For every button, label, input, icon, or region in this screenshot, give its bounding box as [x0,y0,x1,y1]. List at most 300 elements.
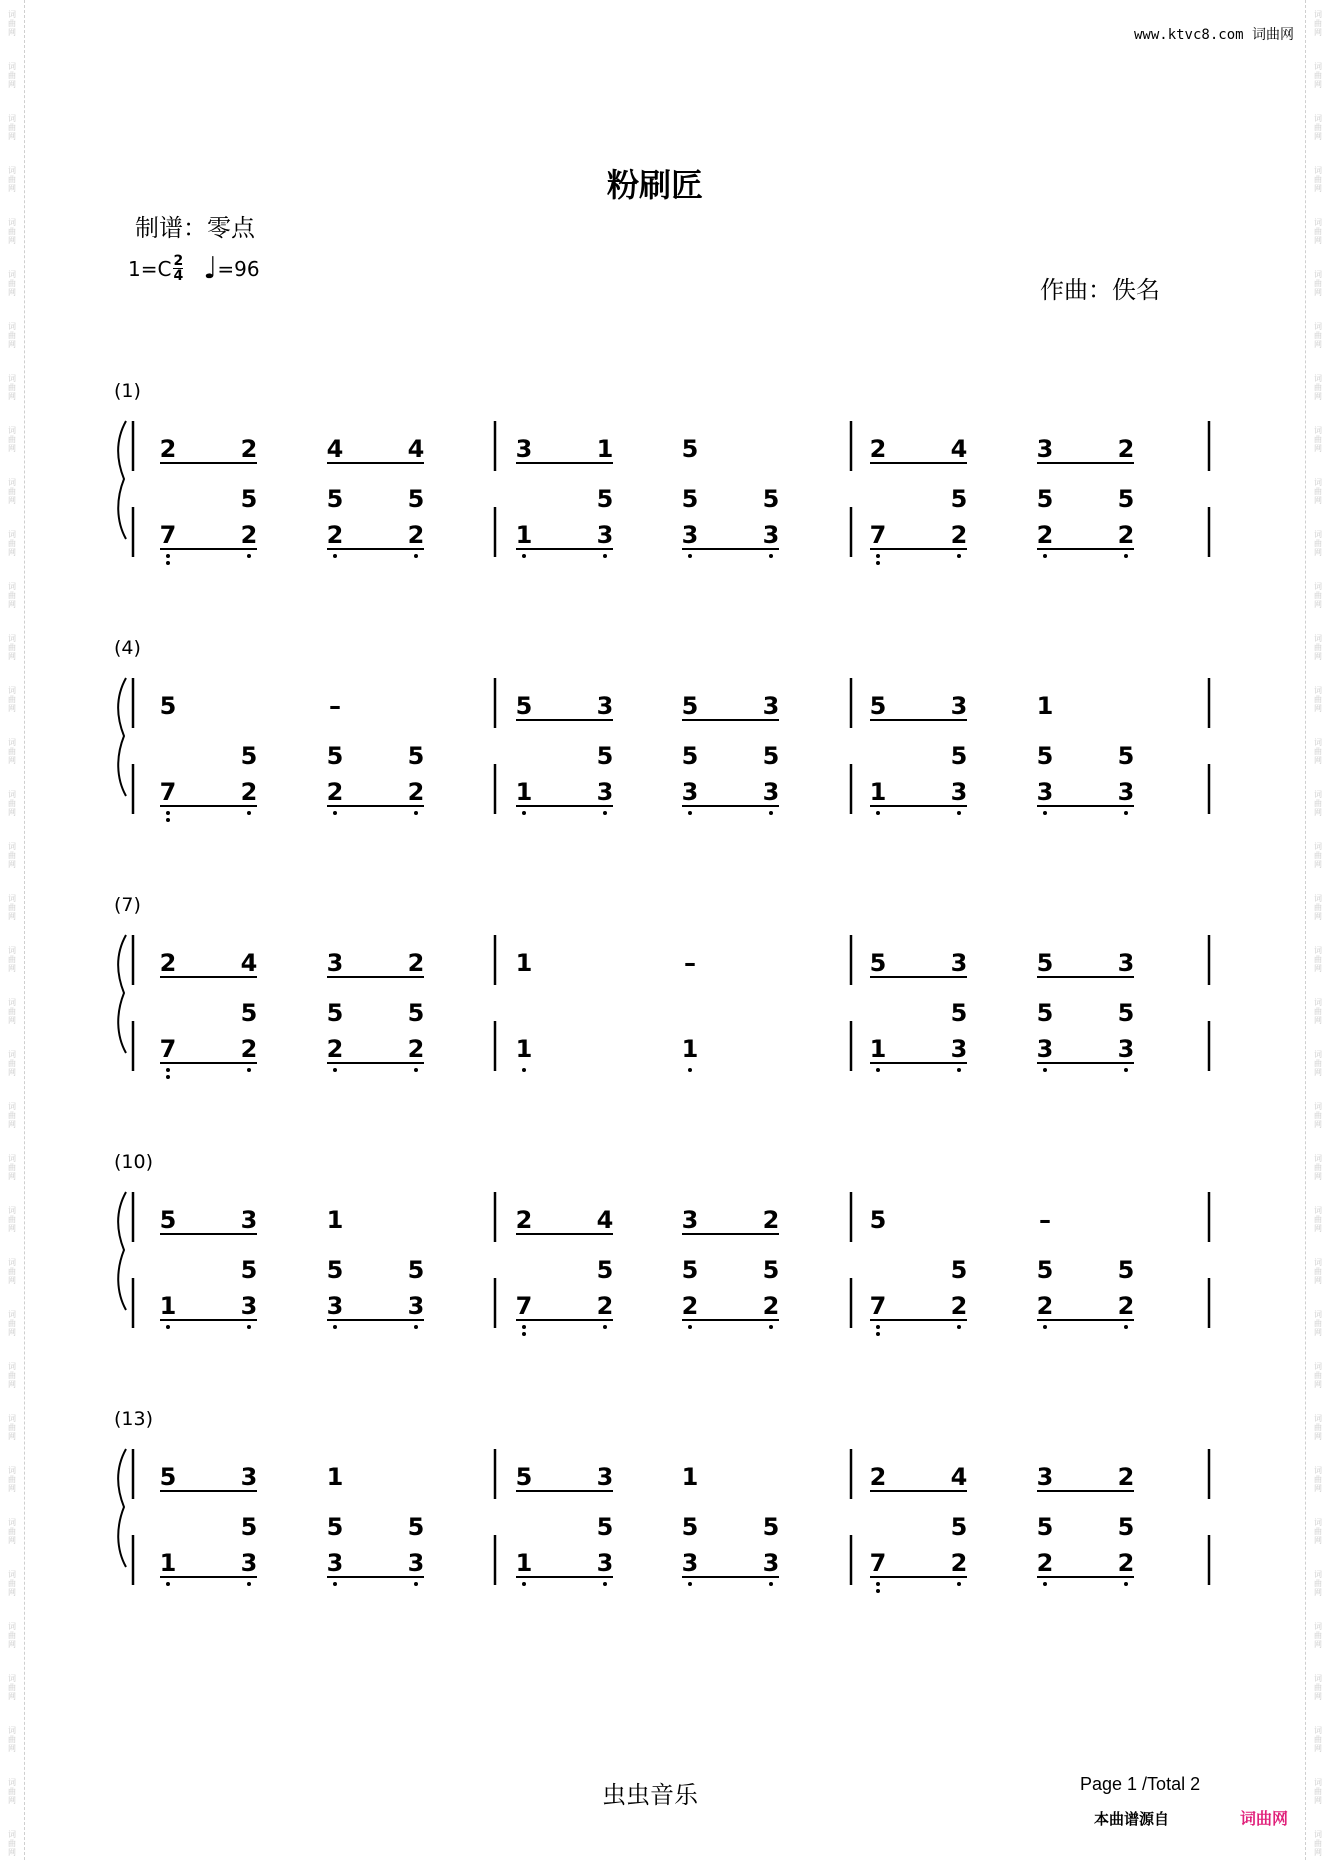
bass-chord-top-note: 5 [407,1513,425,1541]
low-octave-dot [333,811,337,815]
bass-chord-top-note: 5 [240,1256,258,1284]
watermark-stamp: 词 曲 网 [8,1726,16,1753]
low-octave-dot [769,1325,773,1329]
bass-chord-top-note: 5 [326,742,344,770]
treble-note: 3 [240,1206,258,1234]
low-octave-dot [333,554,337,558]
bass-note: 3 [240,1549,258,1577]
low-octave-dot [522,554,526,558]
low-octave-dot [769,554,773,558]
watermark-stamp: 词 曲 网 [1314,634,1322,661]
bass-note: 7 [869,1549,887,1577]
bass-note: 2 [407,521,425,549]
low-octave-dot [769,811,773,815]
treble-note: 1 [515,949,533,977]
measure-number: (4) [114,637,141,659]
bass-chord-top-note: 5 [1117,485,1135,513]
bass-note: 3 [762,1549,780,1577]
treble-note: 5 [681,435,699,463]
bass-chord-top-note: 5 [1117,999,1135,1027]
treble-note: – [1039,1206,1051,1234]
publisher-name: 虫虫音乐 [602,1781,698,1809]
watermark-stamp: 词 曲 网 [1314,790,1322,817]
bass-chord-top-note: 5 [596,1256,614,1284]
low-octave-dot [414,1582,418,1586]
bass-note: 3 [681,778,699,806]
bass-note: 3 [326,1549,344,1577]
treble-note: 2 [869,435,887,463]
watermark-stamp: 词 曲 网 [1314,1102,1322,1129]
bass-chord-top-note: 5 [326,485,344,513]
treble-note: 5 [1036,949,1054,977]
watermark-stamp: 词 曲 网 [1314,1310,1322,1337]
bass-note: 3 [596,1549,614,1577]
low-octave-dot [247,811,251,815]
source-note: 本曲谱源自 [1094,1810,1170,1828]
low-octave-dot [166,1068,170,1072]
low-octave-dot [166,818,170,822]
bass-chord-top-note: 5 [762,485,780,513]
treble-note: 3 [762,692,780,720]
treble-note: 4 [407,435,425,463]
watermark-stamp: 词 曲 网 [1314,1206,1322,1233]
bass-chord-top-note: 5 [407,742,425,770]
watermark-stamp: 词 曲 网 [8,1206,16,1233]
bass-note: 3 [407,1549,425,1577]
watermark-stamp: 词 曲 网 [1314,1778,1322,1805]
low-octave-dot [1043,1068,1047,1072]
bass-note: 2 [240,1035,258,1063]
bass-note: 2 [950,1549,968,1577]
brace [118,678,126,796]
treble-note: 3 [950,949,968,977]
bass-chord-top-note: 5 [407,999,425,1027]
page-indicator: Page 1 /Total 2 [1080,1774,1201,1794]
treble-note: – [684,949,696,977]
bass-chord-top-note: 5 [1036,485,1054,513]
watermark-stamp: 词 曲 网 [8,998,16,1025]
low-octave-dot [688,554,692,558]
time-signature-bottom: 4 [173,268,184,284]
bass-note: 7 [869,521,887,549]
bass-note: 3 [1117,778,1135,806]
watermark-stamp: 词 曲 网 [1314,1466,1322,1493]
watermark-stamp: 词 曲 网 [1314,842,1322,869]
bass-note: 1 [159,1549,177,1577]
watermark-stamp: 词 曲 网 [1314,1362,1322,1389]
bass-chord-top-note: 5 [326,1256,344,1284]
bass-note: 2 [1036,521,1054,549]
treble-note: 3 [1036,1463,1054,1491]
treble-note: 2 [762,1206,780,1234]
bass-note: 7 [869,1292,887,1320]
low-octave-dot [166,1075,170,1079]
low-octave-dot [876,561,880,565]
treble-note: 5 [869,692,887,720]
key-signature: 1=C [128,256,172,281]
watermark-stamp: 词 曲 网 [8,270,16,297]
treble-note: 2 [1117,435,1135,463]
watermark-stamp: 词 曲 网 [8,1154,16,1181]
watermark-stamp: 词 曲 网 [8,114,16,141]
watermark-stamp: 词 曲 网 [8,686,16,713]
bass-note: 2 [407,778,425,806]
low-octave-dot [957,811,961,815]
watermark-stamp: 词 曲 网 [8,634,16,661]
bass-chord-top-note: 5 [681,485,699,513]
low-octave-dot [1124,554,1128,558]
low-octave-dot [414,554,418,558]
brace [118,421,126,539]
watermark-stamp: 词 曲 网 [1314,1622,1322,1649]
watermark-stamp: 词 曲 网 [1314,738,1322,765]
bass-note: 2 [950,521,968,549]
bass-note: 2 [326,778,344,806]
low-octave-dot [247,1582,251,1586]
low-octave-dot [876,1589,880,1593]
treble-note: 1 [596,435,614,463]
bass-note: 7 [159,1035,177,1063]
watermark-stamp: 词 曲 网 [8,1570,16,1597]
brace [118,1192,126,1310]
bass-chord-top-note: 5 [950,999,968,1027]
low-octave-dot [333,1582,337,1586]
watermark-stamp: 词 曲 网 [8,1830,16,1857]
bass-note: 2 [681,1292,699,1320]
composer-credit: 作曲：佚名 [1040,276,1160,304]
treble-note: 2 [240,435,258,463]
low-octave-dot [1124,1582,1128,1586]
bass-chord-top-note: 5 [950,1256,968,1284]
low-octave-dot [769,1582,773,1586]
watermark-stamp: 词 曲 网 [8,10,16,37]
bass-chord-top-note: 5 [762,1256,780,1284]
bass-chord-top-note: 5 [240,1513,258,1541]
low-octave-dot [1043,554,1047,558]
watermark-stamp: 词 曲 网 [8,582,16,609]
low-octave-dot [957,1325,961,1329]
low-octave-dot [1043,1582,1047,1586]
watermark-stamp: 词 曲 网 [1314,10,1322,37]
bass-note: 7 [515,1292,533,1320]
treble-note: 5 [159,1206,177,1234]
watermark-stamp: 词 曲 网 [8,166,16,193]
treble-note: 5 [159,1463,177,1491]
bass-note: 3 [762,521,780,549]
tempo-value: =96 [217,256,260,281]
watermark-stamp: 词 曲 网 [8,738,16,765]
watermark-stamp: 词 曲 网 [8,322,16,349]
treble-note: 5 [681,692,699,720]
watermark-stamp: 词 曲 网 [1314,1518,1322,1545]
low-octave-dot [166,811,170,815]
bass-note: 2 [1117,521,1135,549]
watermark-stamp: 词 曲 网 [8,530,16,557]
low-octave-dot [1124,811,1128,815]
low-octave-dot [957,1068,961,1072]
watermark-stamp: 词 曲 网 [1314,1154,1322,1181]
bass-note: 2 [596,1292,614,1320]
treble-note: – [329,692,341,720]
watermark-stamp: 词 曲 网 [1314,1570,1322,1597]
watermark-stamp: 词 曲 网 [8,1102,16,1129]
watermark-stamp: 词 曲 网 [8,1518,16,1545]
watermark-stamp: 词 曲 网 [1314,1726,1322,1753]
low-octave-dot [247,1068,251,1072]
watermark-stamp: 词 曲 网 [8,1258,16,1285]
site-url[interactable]: www.ktvc8.com 词曲网 [1133,27,1294,43]
measure-number: (13) [114,1408,154,1430]
bass-chord-top-note: 5 [1117,1256,1135,1284]
source-brand-link[interactable]: 词曲网 [1240,1809,1289,1828]
bass-note: 2 [1117,1292,1135,1320]
watermark-stamp: 词 曲 网 [1314,998,1322,1025]
bass-chord-top-note: 5 [1036,1513,1054,1541]
bass-note: 3 [950,778,968,806]
bass-note: 3 [681,1549,699,1577]
time-signature-top: 2 [173,253,184,269]
low-octave-dot [688,811,692,815]
watermark-stamp: 词 曲 网 [1314,1674,1322,1701]
watermark-stamp: 词 曲 网 [1314,218,1322,245]
watermark-stamp: 词 曲 网 [1314,1258,1322,1285]
bass-chord-top-note: 5 [326,999,344,1027]
treble-note: 1 [326,1206,344,1234]
low-octave-dot [603,811,607,815]
quarter-note-icon: ♩ [203,250,218,286]
measure-number: (10) [114,1151,154,1173]
bass-note: 3 [596,521,614,549]
low-octave-dot [876,1582,880,1586]
low-octave-dot [522,1582,526,1586]
low-octave-dot [1043,811,1047,815]
watermark-stamp: 词 曲 网 [1314,270,1322,297]
low-octave-dot [522,811,526,815]
bass-chord-top-note: 5 [1117,1513,1135,1541]
treble-note: 1 [681,1463,699,1491]
treble-note: 3 [515,435,533,463]
low-octave-dot [522,1068,526,1072]
treble-note: 3 [596,692,614,720]
low-octave-dot [333,1068,337,1072]
low-octave-dot [876,1332,880,1336]
bass-chord-top-note: 5 [596,1513,614,1541]
low-octave-dot [166,554,170,558]
watermark-stamp: 词 曲 网 [8,1622,16,1649]
brace [118,1449,126,1567]
low-octave-dot [876,811,880,815]
song-title: 粉刷匠 [606,166,703,204]
bass-note: 2 [950,1292,968,1320]
watermark-stamp: 词 曲 网 [1314,894,1322,921]
watermark-stamp: 词 曲 网 [8,426,16,453]
bass-chord-top-note: 5 [596,742,614,770]
watermark-stamp: 词 曲 网 [1314,426,1322,453]
bass-note: 2 [762,1292,780,1320]
treble-note: 4 [950,1463,968,1491]
bass-chord-top-note: 5 [1036,742,1054,770]
watermark-stamp: 词 曲 网 [1314,478,1322,505]
bass-chord-top-note: 5 [681,1513,699,1541]
watermark-stamp: 词 曲 网 [8,790,16,817]
treble-note: 3 [1036,435,1054,463]
watermark-stamp: 词 曲 网 [8,1050,16,1077]
watermark-stamp: 词 曲 网 [1314,582,1322,609]
low-octave-dot [603,1325,607,1329]
low-octave-dot [876,554,880,558]
bass-chord-top-note: 5 [240,485,258,513]
bass-note: 3 [1036,1035,1054,1063]
bass-note: 7 [159,521,177,549]
watermark-stamp: 词 曲 网 [8,842,16,869]
bass-note: 2 [240,521,258,549]
low-octave-dot [166,561,170,565]
bass-note: 2 [1117,1549,1135,1577]
watermark-stamp: 词 曲 网 [8,62,16,89]
bass-chord-top-note: 5 [681,742,699,770]
watermark-stamp: 词 曲 网 [1314,62,1322,89]
watermark-stamp: 词 曲 网 [8,374,16,401]
watermark-stamp: 词 曲 网 [8,946,16,973]
watermark-stamp: 词 曲 网 [8,894,16,921]
bass-chord-top-note: 5 [762,1513,780,1541]
low-octave-dot [876,1325,880,1329]
watermark-stamp: 词 曲 网 [1314,166,1322,193]
watermark-stamp: 词 曲 网 [1314,1414,1322,1441]
treble-note: 5 [515,1463,533,1491]
watermark-stamp: 词 曲 网 [1314,946,1322,973]
watermark-stamp: 词 曲 网 [8,478,16,505]
treble-note: 4 [950,435,968,463]
bass-note: 1 [515,521,533,549]
low-octave-dot [166,1325,170,1329]
low-octave-dot [247,1325,251,1329]
bass-note: 1 [681,1035,699,1063]
watermark-stamp: 词 曲 网 [8,1414,16,1441]
low-octave-dot [688,1068,692,1072]
bass-note: 3 [681,521,699,549]
treble-note: 3 [596,1463,614,1491]
low-octave-dot [957,1582,961,1586]
bass-note: 1 [515,1549,533,1577]
watermark-stamp: 词 曲 网 [1314,530,1322,557]
bass-note: 1 [515,778,533,806]
bass-note: 7 [159,778,177,806]
bass-chord-top-note: 5 [326,1513,344,1541]
treble-note: 4 [240,949,258,977]
treble-note: 5 [869,949,887,977]
watermark-stamp: 词 曲 网 [8,1466,16,1493]
bass-chord-top-note: 5 [240,999,258,1027]
treble-note: 4 [596,1206,614,1234]
bass-note: 3 [1036,778,1054,806]
treble-note: 3 [681,1206,699,1234]
bass-chord-top-note: 5 [1036,1256,1054,1284]
low-octave-dot [1043,1325,1047,1329]
low-octave-dot [522,1332,526,1336]
watermark-stamp: 词 曲 网 [8,1362,16,1389]
low-octave-dot [876,1068,880,1072]
treble-note: 2 [407,949,425,977]
watermark-stamp: 词 曲 网 [8,1310,16,1337]
treble-note: 3 [950,692,968,720]
treble-note: 3 [240,1463,258,1491]
low-octave-dot [603,1582,607,1586]
bass-note: 2 [1036,1292,1054,1320]
low-octave-dot [603,554,607,558]
arranger-credit: 制谱：零点 [135,214,255,242]
low-octave-dot [414,1325,418,1329]
treble-note: 1 [1036,692,1054,720]
bass-chord-top-note: 5 [950,1513,968,1541]
bass-chord-top-note: 5 [762,742,780,770]
low-octave-dot [414,811,418,815]
low-octave-dot [333,1325,337,1329]
treble-note: 1 [326,1463,344,1491]
bass-chord-top-note: 5 [407,1256,425,1284]
low-octave-dot [688,1325,692,1329]
watermark-stamp: 词 曲 网 [1314,686,1322,713]
bass-chord-top-note: 5 [950,485,968,513]
treble-note: 2 [159,435,177,463]
low-octave-dot [1124,1068,1128,1072]
treble-note: 4 [326,435,344,463]
bass-note: 2 [326,1035,344,1063]
bass-note: 3 [596,778,614,806]
watermark-stamp: 词 曲 网 [8,1778,16,1805]
watermark-stamp: 词 曲 网 [8,218,16,245]
bass-note: 3 [950,1035,968,1063]
bass-chord-top-note: 5 [596,485,614,513]
low-octave-dot [1124,1325,1128,1329]
bass-chord-top-note: 5 [407,485,425,513]
treble-note: 2 [1117,1463,1135,1491]
treble-note: 5 [515,692,533,720]
watermark-stamp: 词 曲 网 [1314,114,1322,141]
bass-note: 3 [240,1292,258,1320]
bass-chord-top-note: 5 [1036,999,1054,1027]
watermark-stamp: 词 曲 网 [1314,1050,1322,1077]
bass-chord-top-note: 5 [1117,742,1135,770]
treble-note: 5 [869,1206,887,1234]
bass-note: 2 [240,778,258,806]
bass-note: 1 [869,778,887,806]
measure-number: (7) [114,894,141,916]
bass-chord-top-note: 5 [240,742,258,770]
treble-note: 3 [1117,949,1135,977]
bass-chord-top-note: 5 [950,742,968,770]
low-octave-dot [957,554,961,558]
low-octave-dot [414,1068,418,1072]
bass-note: 1 [515,1035,533,1063]
watermark-stamp: 词 曲 网 [8,1674,16,1701]
bass-note: 3 [1117,1035,1135,1063]
watermark-stamp: 词 曲 网 [1314,322,1322,349]
bass-chord-top-note: 5 [681,1256,699,1284]
bass-note: 3 [407,1292,425,1320]
low-octave-dot [688,1582,692,1586]
bass-note: 1 [869,1035,887,1063]
treble-note: 2 [515,1206,533,1234]
low-octave-dot [247,554,251,558]
bass-note: 2 [1036,1549,1054,1577]
measure-number: (1) [114,380,141,402]
bass-note: 2 [407,1035,425,1063]
brace [118,935,126,1053]
bass-note: 3 [762,778,780,806]
treble-note: 3 [326,949,344,977]
bass-note: 3 [326,1292,344,1320]
